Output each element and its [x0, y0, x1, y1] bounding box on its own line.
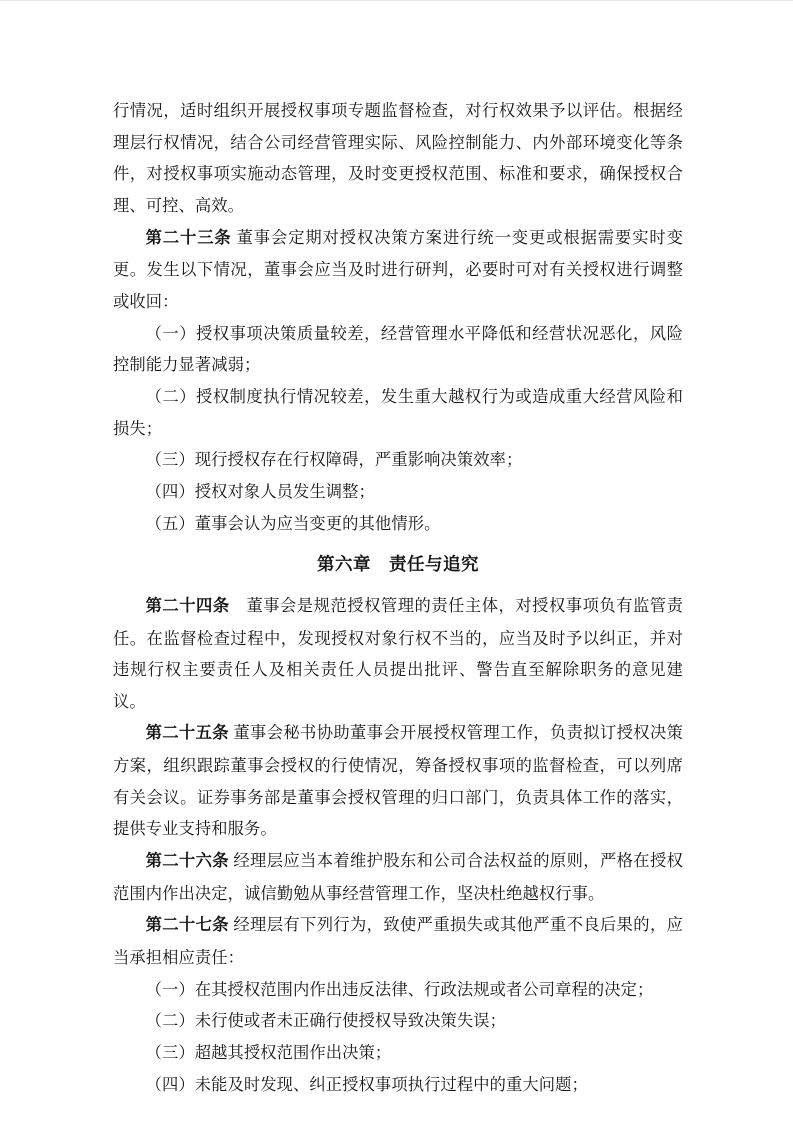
paragraph-text: 董事会是规范授权管理的责任主体，对授权事项负有监管责任。在监督检查过程中，发现授权对象行权不当的，应当及时予以纠正，并对违规行权主要责任人及相关责任人员提出批评、警告直至解除职务的意见建议。 [113, 595, 683, 711]
paragraph-article-25 [113, 717, 683, 845]
paragraph-text: （二）授权制度执行情况较差，发生重大越权行为或造成重大经营风险和损失； [113, 386, 683, 438]
paragraph-article-26 [113, 845, 683, 909]
document-page [0, 1, 793, 1123]
paragraph-text: （四）授权对象人员发生调整； [145, 481, 375, 501]
list-item-23-2 [113, 381, 683, 444]
paragraph-text: （三）现行授权存在行权障碍，严重影响决策效率； [145, 450, 523, 470]
list-item-23-1 [113, 318, 683, 381]
paragraph-text: （二）未行使或者未正确行使授权导致决策失误； [145, 1011, 506, 1031]
paragraph-article-24 [113, 590, 683, 718]
list-item-27-1 [113, 974, 683, 1006]
paragraph-text: （三）超越其授权范围作出决策； [145, 1043, 392, 1063]
paragraph-text: 经理层应当本着维护股东和公司合法权益的原则，严格在授权范围内作出决定，诚信勤勉从事经营管理工作，坚决杜绝越权行事。 [113, 851, 683, 903]
paragraph-article-23 [113, 222, 683, 318]
list-item-27-3 [113, 1037, 683, 1069]
paragraph-text: 经理层有下列行为，致使严重损失或其他严重不良后果的，应当承担相应责任： [113, 915, 683, 968]
paragraph-text: 董事会定期对授权决策方案进行统一变更或根据需要实时变更。发生以下情况，董事会应当及时进行研判，必要时可对有关授权进行调整或收回： [113, 227, 683, 311]
article-number-label: 第二十四条 [145, 596, 230, 615]
list-item-27-2 [113, 1005, 683, 1037]
paragraph-text: 行情况，适时组织开展授权事项专题监督检查，对行权效果予以评估。根据经理层行权情况，结合公司经营管理实际、风险控制能力、内外部环境变化等条件，对授权事项实施动态管理，及时变更授权范围、标准和要求，确保授权合理、可控、高效。 [113, 101, 683, 215]
paragraph-article-27 [113, 909, 683, 973]
paragraph-text: （五）董事会认为应当变更的其他情形。 [145, 513, 441, 533]
paragraph-text: 董事会秘书协助董事会开展授权管理工作，负责拟订授权决策方案，组织跟踪董事会授权的行使情况，筹备授权事项的监督检查，可以列席有关会议。证券事务部是董事会授权管理的归口部门，负责具体工作的落实，提供专业支持和服务。 [113, 723, 683, 839]
paragraph-text: （一）在其授权范围内作出违反法律、行政法规或者公司章程的决定； [145, 979, 654, 999]
list-item-23-3 [113, 444, 683, 476]
paragraph-text: （四）未能及时发现、纠正授权事项执行过程中的重大问题； [145, 1074, 588, 1094]
paragraph-continuation [113, 95, 683, 222]
list-item-23-5 [113, 508, 683, 540]
paragraph-text: （一）授权事项决策质量较差，经营管理水平降低和经营状况恶化，风险控制能力显著减弱； [113, 323, 683, 375]
list-item-27-4 [113, 1069, 683, 1101]
article-number-label: 第二十六条 [145, 852, 229, 871]
article-number-label: 第二十五条 [145, 724, 229, 743]
list-item-23-4 [113, 476, 683, 508]
article-number-label: 第二十七条 [145, 916, 229, 935]
article-number-label: 第二十三条 [145, 228, 232, 247]
chapter-heading: 第六章 责任与追究 [317, 554, 479, 575]
